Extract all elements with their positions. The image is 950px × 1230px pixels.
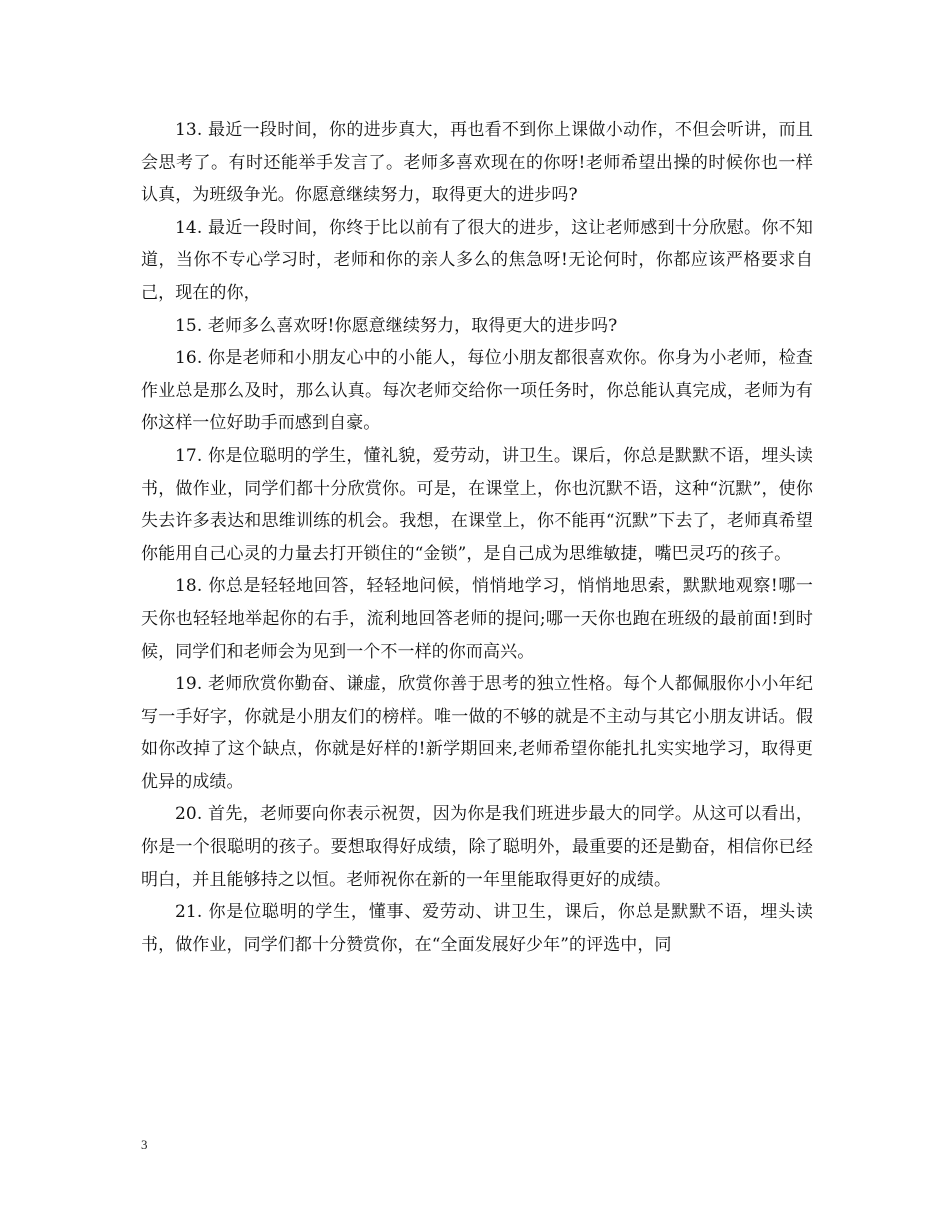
- paragraph-16: 16. 你是老师和小朋友心中的小能人，每位小朋友都很喜欢你。你身为小老师，检查作业总是那么及时，那么认真。每次老师交给你一项任务时，你总能认真完成，老师为有你这样一位好助手而感到自豪。: [141, 348, 813, 434]
- paragraph-20: 20. 首先，老师要向你表示祝贺，因为你是我们班进步最大的同学。从这可以看出，你是一个很聪明的孩子。要想取得好成绩，除了聪明外，最重要的还是勤奋，相信你已经明白，并且能够持之以恒。老师祝你在新的一年里能取得更好的成绩。: [141, 804, 813, 890]
- paragraph-18: 18. 你总是轻轻地回答，轻轻地问候，悄悄地学习，悄悄地思索，默默地观察!哪一天你也轻轻地举起你的右手，流利地回答老师的提问;哪一天你也跑在班级的最前面!到时候，同学们和老师会为见到一个不一样的你而高兴。: [141, 576, 813, 662]
- paragraph-19: 19. 老师欣赏你勤奋、谦虚，欣赏你善于思考的独立性格。每个人都佩服你小小年纪写一手好字，你就是小朋友们的榜样。唯一做的不够的就是不主动与其它小朋友讲话。假如你改掉了这个缺点，你就是好样的!新学期回来,老师希望你能扎扎实实地学习，取得更优异的成绩。: [141, 674, 813, 792]
- paragraph-13: 13. 最近一段时间，你的进步真大，再也看不到你上课做小动作，不但会听讲，而且会思考了。有时还能举手发言了。老师多喜欢现在的你呀!老师希望出操的时候你也一样认真，为班级争光。你愿意继续努力，取得更大的进步吗?: [141, 120, 813, 206]
- document-body: [141, 114, 813, 961]
- paragraph-17: 17. 你是位聪明的学生，懂礼貌，爱劳动，讲卫生。课后，你总是默默不语，埋头读书，做作业，同学们都十分欣赏你。可是，在课堂上，你也沉默不语，这种“沉默”，使你失去许多表达和思维训练的机会。我想，在课堂上，你不能再“沉默”下去了，老师真希望你能用自己心灵的力量去打开锁住的“金锁”，是自己成为思维敏捷，嘴巴灵巧的孩子。: [141, 445, 813, 564]
- paragraph-21: 21. 你是位聪明的学生，懂事、爱劳动、讲卫生，课后，你总是默默不语，埋头读书，做作业，同学们都十分赞赏你，在“全面发展好少年”的评选中，同: [141, 902, 813, 955]
- page-number: 3: [141, 1137, 148, 1152]
- paragraph-14: 14. 最近一段时间，你终于比以前有了很大的进步，这让老师感到十分欣慰。你不知道，当你不专心学习时，老师和你的亲人多么的焦急呀!无论何时，你都应该严格要求自己，现在的你，: [141, 217, 813, 303]
- paragraph-15: 15. 老师多么喜欢呀!你愿意继续努力，取得更大的进步吗?: [175, 315, 618, 336]
